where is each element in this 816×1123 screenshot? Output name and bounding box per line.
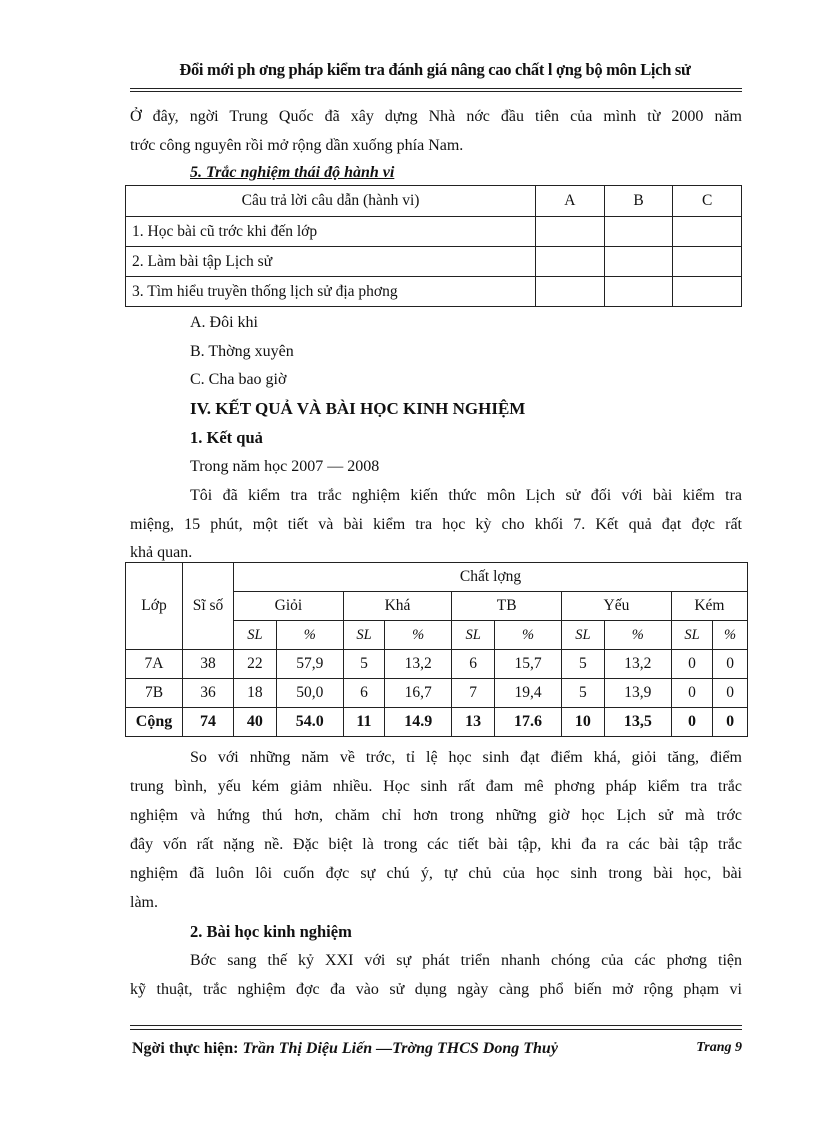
cell: 0: [671, 679, 712, 708]
behavior-cell: [536, 217, 605, 247]
cell: 10: [562, 708, 605, 737]
footer-page-number: Trang 9: [696, 1040, 742, 1055]
cell: 57,9: [276, 650, 343, 679]
grade-header-tb: TB: [452, 592, 562, 621]
results-header-class: Lớp: [126, 563, 183, 650]
sub-header-pct: %: [385, 621, 452, 650]
results-table: [125, 562, 748, 737]
grade-header-kha: Khá: [343, 592, 451, 621]
option-a: A. Đôi khi: [190, 314, 258, 331]
para2-line-4: đây vốn rất nặng nề. Đặc biệt là trong các tiết bài tập, khi đa ra các bài tập trắc: [130, 836, 742, 853]
cell: 7A: [126, 650, 183, 679]
section5-title: 5. Trắc nghiệm thái độ hành vi: [190, 164, 395, 181]
cell: 13,2: [604, 650, 671, 679]
footer: [132, 1040, 742, 1058]
behavior-cell: [604, 217, 673, 247]
cell: 7: [452, 679, 495, 708]
cell: 0: [713, 679, 748, 708]
para2-line-6: làm.: [130, 894, 158, 911]
table-row: [126, 217, 742, 247]
footer-label: Ngời thực hiện:: [132, 1040, 239, 1057]
option-b: B. Thờng xuyên: [190, 343, 294, 360]
cell: 18: [234, 679, 277, 708]
header-rule-2: [130, 91, 742, 92]
cell: 14.9: [385, 708, 452, 737]
cell: 17.6: [494, 708, 561, 737]
behavior-cell: [673, 277, 742, 307]
sub-header-sl: SL: [343, 621, 384, 650]
sub-header-pct: %: [494, 621, 561, 650]
section4-sub2: 2. Bài học kinh nghiệm: [190, 922, 352, 941]
grade-header-kem: Kém: [671, 592, 747, 621]
cell: 22: [234, 650, 277, 679]
cell: 36: [183, 679, 234, 708]
behavior-table: [125, 185, 742, 307]
table-row: [126, 650, 748, 679]
para2-line-3: nghiệm và hứng thú hơn, chăm chỉ hơn trong những giờ học Lịch sử mà trớc: [130, 807, 742, 824]
sub-header-sl: SL: [234, 621, 277, 650]
para1-line-3: khả quan.: [130, 544, 193, 561]
table-row: [126, 277, 742, 307]
cell: 5: [343, 650, 384, 679]
cell: 5: [562, 650, 605, 679]
option-c: C. Cha bao giờ: [190, 371, 287, 388]
cell: 50,0: [276, 679, 343, 708]
behavior-cell: [673, 217, 742, 247]
cell: 11: [343, 708, 384, 737]
cell: 13,2: [385, 650, 452, 679]
table-row-total: [126, 708, 748, 737]
para2-line-2: trung bình, yếu kém giảm nhiều. Học sinh rất đam mê phơng pháp kiểm tra trắc: [130, 778, 742, 795]
sub-header-pct: %: [276, 621, 343, 650]
footer-rule: [130, 1025, 742, 1026]
section4-sub1: 1. Kết quả: [190, 428, 263, 447]
behavior-cell: [604, 247, 673, 277]
behavior-header-a: A: [536, 186, 605, 217]
cell: 15,7: [494, 650, 561, 679]
footer-author: Trần Thị Diệu Liến —Trờng THCS Dong Thuỷ: [242, 1040, 558, 1057]
para1-line-2: miệng, 15 phút, một tiết và bài kiểm tra học kỳ cho khối 7. Kết quả đạt đợc rất: [130, 516, 742, 533]
results-header-size: Sĩ số: [183, 563, 234, 650]
header-rule: [130, 88, 742, 89]
para2-line-1: So với những năm về trớc, tỉ lệ học sinh đạt điểm khá, giỏi tăng, điểm: [190, 749, 742, 766]
cell: 5: [562, 679, 605, 708]
para3-line-2: kỹ thuật, trắc nghiệm đợc đa vào sử dụng ngày càng phổ biến mở rộng phạm vi: [130, 981, 742, 998]
sub-header-pct: %: [713, 621, 748, 650]
behavior-row-label: 1. Học bài cũ trớc khi đến lớp: [126, 217, 536, 247]
behavior-header-question: Câu trả lời câu dẫn (hành vi): [126, 186, 536, 217]
cell: 38: [183, 650, 234, 679]
behavior-cell: [673, 247, 742, 277]
table-row: [126, 247, 742, 277]
sub-header-sl: SL: [452, 621, 495, 650]
cell: 54.0: [276, 708, 343, 737]
page-header-title: Đổi mới ph ơng pháp kiểm tra đánh giá nâng cao chất l ợng bộ môn Lịch sử: [179, 60, 691, 79]
grade-header-yeu: Yếu: [562, 592, 672, 621]
cell: 13,5: [604, 708, 671, 737]
cell: 6: [452, 650, 495, 679]
cell: 0: [671, 708, 712, 737]
cell: 6: [343, 679, 384, 708]
cell: 13,9: [604, 679, 671, 708]
behavior-cell: [604, 277, 673, 307]
section4-title: IV. KẾT QUẢ VÀ BÀI HỌC KINH NGHIỆM: [190, 399, 526, 418]
behavior-cell: [536, 247, 605, 277]
cell: 13: [452, 708, 495, 737]
cell: 0: [713, 708, 748, 737]
footer-rule-2: [130, 1029, 742, 1030]
cell: 0: [671, 650, 712, 679]
behavior-header-c: C: [673, 186, 742, 217]
cell: Cộng: [126, 708, 183, 737]
school-year-line: Trong năm học 2007 — 2008: [190, 458, 380, 475]
behavior-row-label: 3. Tìm hiểu truyền thống lịch sử địa phơng: [126, 277, 536, 307]
para2-line-5: nghiệm đã luôn lôi cuốn đợc sự chú ý, tự chủ của học sinh trong bài học, bài: [130, 865, 742, 882]
para3-line-1: Bớc sang thế kỷ XXI với sự phát triển nhanh chóng của các phơng tiện: [190, 952, 742, 969]
grade-header-gioi: Giỏi: [234, 592, 344, 621]
sub-header-sl: SL: [671, 621, 712, 650]
cell: 19,4: [494, 679, 561, 708]
results-header-quality: Chất lợng: [234, 563, 748, 592]
intro-line-2: trớc công nguyên rồi mở rộng dần xuống phía Nam.: [130, 137, 464, 154]
sub-header-sl: SL: [562, 621, 605, 650]
cell: 74: [183, 708, 234, 737]
behavior-header-b: B: [604, 186, 673, 217]
behavior-cell: [536, 277, 605, 307]
cell: 0: [713, 650, 748, 679]
cell: 7B: [126, 679, 183, 708]
sub-header-pct: %: [604, 621, 671, 650]
cell: 16,7: [385, 679, 452, 708]
table-row: [126, 679, 748, 708]
para1-line-1: Tôi đã kiểm tra trắc nghiệm kiến thức môn Lịch sử đối với bài kiểm tra: [190, 487, 742, 504]
behavior-row-label: 2. Làm bài tập Lịch sử: [126, 247, 536, 277]
intro-line-1: Ở đây, ngời Trung Quốc đã xây dựng Nhà nớc đầu tiên của mình từ 2000 năm: [130, 108, 742, 125]
cell: 40: [234, 708, 277, 737]
